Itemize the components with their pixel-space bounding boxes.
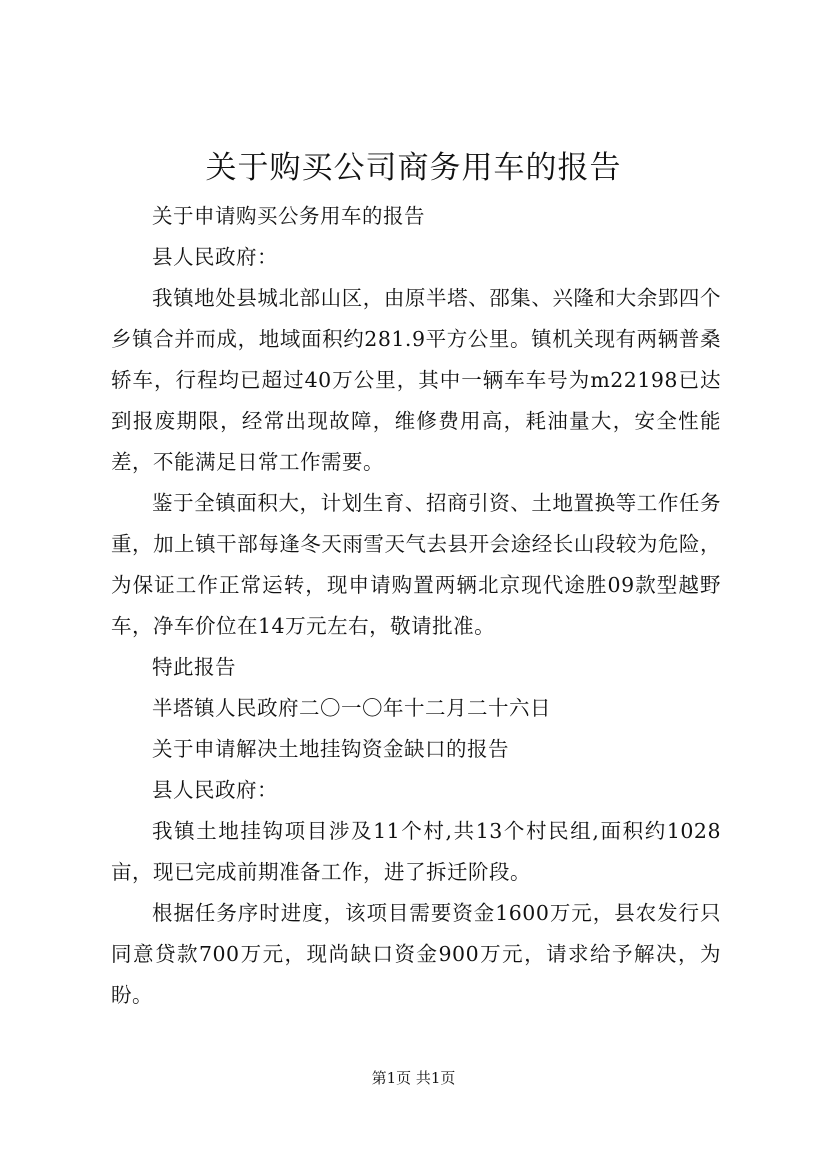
paragraph-subtitle-2: 关于申请解决土地挂钩资金缺口的报告 (152, 737, 509, 761)
paragraph-body-3: 我镇土地挂钩项目涉及11个村,共13个村民组,面积约1028亩，现已完成前期准备工作，进了拆迁阶段。 (111, 819, 721, 884)
paragraph-salutation-2: 县人民政府： (152, 778, 278, 802)
paragraph-signature-1: 半塔镇人民政府二〇一〇年十二月二十六日 (152, 696, 551, 720)
paragraph-body-2: 鉴于全镇面积大，计划生育、招商引资、土地置换等工作任务重，加上镇干部每逢冬天雨雪天气去县开会途经长山段较为危险，为保证工作正常运转，现申请购置两辆北京现代途胜09款型越野车，净车价位在14万元左右，敬请批准。 (111, 491, 721, 638)
paragraph-subtitle-1: 关于申请购买公务用车的报告 (152, 204, 425, 228)
document-title: 关于购买公司商务用车的报告 (205, 150, 622, 186)
paragraph-body-4: 根据任务序时进度，该项目需要资金1600万元，县农发行只同意贷款700万元，现尚缺口资金900万元，请求给予解决，为盼。 (111, 901, 721, 1007)
paragraph-closing-1: 特此报告 (152, 655, 236, 679)
page-footer: 第1页 共1页 (371, 1069, 456, 1087)
paragraph-body-1: 我镇地处县城北部山区，由原半塔、邵集、兴隆和大余郢四个乡镇合并而成，地域面积约281.9平方公里。镇机关现有两辆普桑轿车，行程均已超过40万公里，其中一辆车车号为m22198已达到报废期限，经常出现故障，维修费用高，耗油量大，安全性能差，不能满足日常工作需要。 (111, 286, 721, 474)
paragraph-salutation-1: 县人民政府： (152, 245, 278, 269)
document-body (111, 196, 721, 1016)
